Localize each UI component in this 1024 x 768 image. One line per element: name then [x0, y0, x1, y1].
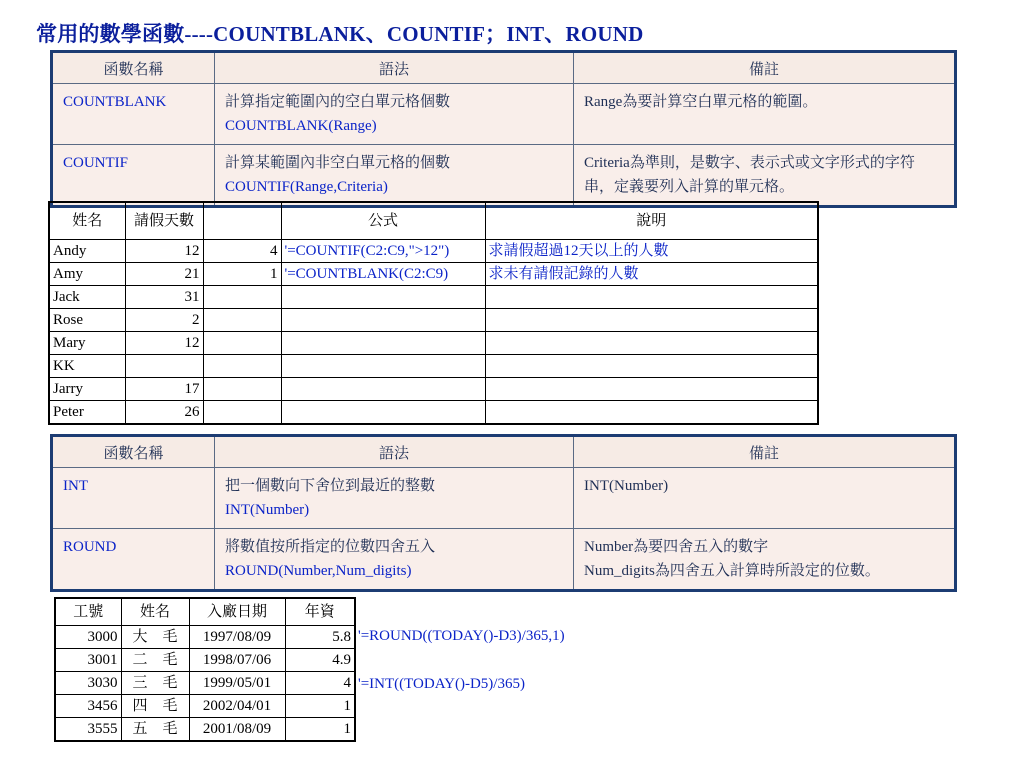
- function-row: [52, 529, 956, 591]
- header-employee-name: 姓名: [121, 598, 189, 626]
- formula-result: 4: [203, 240, 281, 263]
- employee-name: 大 毛: [121, 626, 189, 649]
- formula-text: '=COUNTBLANK(C2:C9): [281, 263, 485, 286]
- employee-name: 四 毛: [121, 695, 189, 718]
- formula-description: [485, 355, 818, 378]
- function-syntax: INT(Number): [225, 502, 310, 518]
- employee-id: 3000: [55, 626, 121, 649]
- header-seniority: 年資: [285, 598, 355, 626]
- formula-description: 求未有請假記錄的人數: [485, 263, 818, 286]
- seniority-years: 4: [285, 672, 355, 695]
- function-name: COUNTIF: [52, 145, 215, 207]
- formula-description: [485, 309, 818, 332]
- leave-days: 21: [125, 263, 203, 286]
- formula-text: [281, 355, 485, 378]
- formula-result: [203, 355, 281, 378]
- seniority-years: 1: [285, 718, 355, 742]
- hire-date: 1999/05/01: [189, 672, 285, 695]
- header-leave-days: 請假天數: [125, 202, 203, 240]
- function-syntax-cell: [215, 145, 574, 207]
- function-syntax: COUNTBLANK(Range): [225, 118, 377, 134]
- function-name: INT: [52, 468, 215, 529]
- table-row: [49, 240, 818, 263]
- table-row: [55, 672, 355, 695]
- round-formula-text: '=ROUND((TODAY()-D3)/365,1): [358, 628, 565, 644]
- table-row: [55, 626, 355, 649]
- function-row: [52, 145, 956, 207]
- formula-text: [281, 378, 485, 401]
- leave-days: 2: [125, 309, 203, 332]
- hire-date: 2002/04/01: [189, 695, 285, 718]
- formula-result: [203, 309, 281, 332]
- person-name: KK: [49, 355, 125, 378]
- table-row: [49, 263, 818, 286]
- person-name: Peter: [49, 401, 125, 425]
- leave-days: 17: [125, 378, 203, 401]
- header-formula: 公式: [281, 202, 485, 240]
- function-syntax-cell: [215, 529, 574, 591]
- employee-id: 3030: [55, 672, 121, 695]
- employee-name: 二 毛: [121, 649, 189, 672]
- formula-text: [281, 332, 485, 355]
- employee-id: 3001: [55, 649, 121, 672]
- header-function-name: 函數名稱: [52, 436, 215, 468]
- leave-days: 12: [125, 240, 203, 263]
- function-table-rounding: [50, 434, 957, 592]
- table-row: [55, 718, 355, 742]
- employee-id: 3555: [55, 718, 121, 742]
- person-name: Andy: [49, 240, 125, 263]
- page-title: 常用的數學函數----COUNTBLANK、COUNTIF；INT、ROUND: [36, 22, 644, 46]
- function-note-cell: [574, 468, 956, 529]
- formula-result: [203, 332, 281, 355]
- leave-days: 31: [125, 286, 203, 309]
- header-name: 姓名: [49, 202, 125, 240]
- header-notes: 備註: [574, 52, 956, 84]
- function-row: [52, 468, 956, 529]
- person-name: Jack: [49, 286, 125, 309]
- function-row: [52, 84, 956, 145]
- function-note: Range為要計算空白單元格的範圍。: [574, 84, 956, 145]
- table-row: [49, 309, 818, 332]
- seniority-years: 1: [285, 695, 355, 718]
- header-notes: 備註: [574, 436, 956, 468]
- function-description: 計算某範圍內非空白單元格的個數: [225, 155, 451, 171]
- formula-result: [203, 401, 281, 425]
- table-row: [49, 332, 818, 355]
- formula-result: [203, 286, 281, 309]
- formula-result: 1: [203, 263, 281, 286]
- header-function-name: 函數名稱: [52, 52, 215, 84]
- function-syntax-cell: [215, 84, 574, 145]
- seniority-years: 4.9: [285, 649, 355, 672]
- formula-description: [485, 332, 818, 355]
- formula-result: [203, 378, 281, 401]
- table-row: [49, 378, 818, 401]
- function-name: ROUND: [52, 529, 215, 591]
- function-description: 將數值按所指定的位數四舍五入: [225, 539, 436, 555]
- hire-date: 2001/08/09: [189, 718, 285, 742]
- formula-text: [281, 286, 485, 309]
- leave-days: [125, 355, 203, 378]
- header-description: 說明: [485, 202, 818, 240]
- table-row: [49, 355, 818, 378]
- formula-description: [485, 286, 818, 309]
- header-result: [203, 202, 281, 240]
- function-syntax: COUNTIF(Range,Criteria): [225, 179, 388, 195]
- person-name: Mary: [49, 332, 125, 355]
- formula-description: 求請假超過12天以上的人數: [485, 240, 818, 263]
- formula-description: [485, 401, 818, 425]
- employee-seniority-table: [54, 597, 356, 742]
- leave-days-table: [48, 201, 819, 425]
- header-employee-id: 工號: [55, 598, 121, 626]
- header-syntax: 語法: [215, 52, 574, 84]
- person-name: Jarry: [49, 378, 125, 401]
- person-name: Rose: [49, 309, 125, 332]
- seniority-years: 5.8: [285, 626, 355, 649]
- function-description: 把一個數向下舍位到最近的整數: [225, 478, 436, 494]
- formula-text: '=COUNTIF(C2:C9,">12"): [281, 240, 485, 263]
- leave-days: 26: [125, 401, 203, 425]
- table-row: [49, 286, 818, 309]
- function-note-cell: [574, 529, 956, 591]
- hire-date: 1998/07/06: [189, 649, 285, 672]
- function-table-count: [50, 50, 957, 208]
- header-hire-date: 入廠日期: [189, 598, 285, 626]
- person-name: Amy: [49, 263, 125, 286]
- int-formula-text: '=INT((TODAY()-D5)/365): [358, 676, 525, 692]
- function-syntax-cell: [215, 468, 574, 529]
- function-note: Criteria為準則，是數字、表示式或文字形式的字符串，定義要列入計算的單元格。: [574, 145, 956, 207]
- function-description: 計算指定範圍內的空白單元格個數: [225, 94, 451, 110]
- function-note: Number為要四舍五入的數字: [584, 539, 769, 555]
- table-row: [49, 401, 818, 425]
- function-note-second-line: Num_digits為四舍五入計算時所設定的位數。: [584, 563, 880, 579]
- function-name: COUNTBLANK: [52, 84, 215, 145]
- formula-text: [281, 401, 485, 425]
- hire-date: 1997/08/09: [189, 626, 285, 649]
- leave-days: 12: [125, 332, 203, 355]
- function-syntax: ROUND(Number,Num_digits): [225, 563, 412, 579]
- formula-text: [281, 309, 485, 332]
- employee-id: 3456: [55, 695, 121, 718]
- employee-name: 五 毛: [121, 718, 189, 742]
- table-row: [55, 649, 355, 672]
- header-syntax: 語法: [215, 436, 574, 468]
- table-row: [55, 695, 355, 718]
- employee-name: 三 毛: [121, 672, 189, 695]
- formula-description: [485, 378, 818, 401]
- function-note: INT(Number): [584, 478, 669, 494]
